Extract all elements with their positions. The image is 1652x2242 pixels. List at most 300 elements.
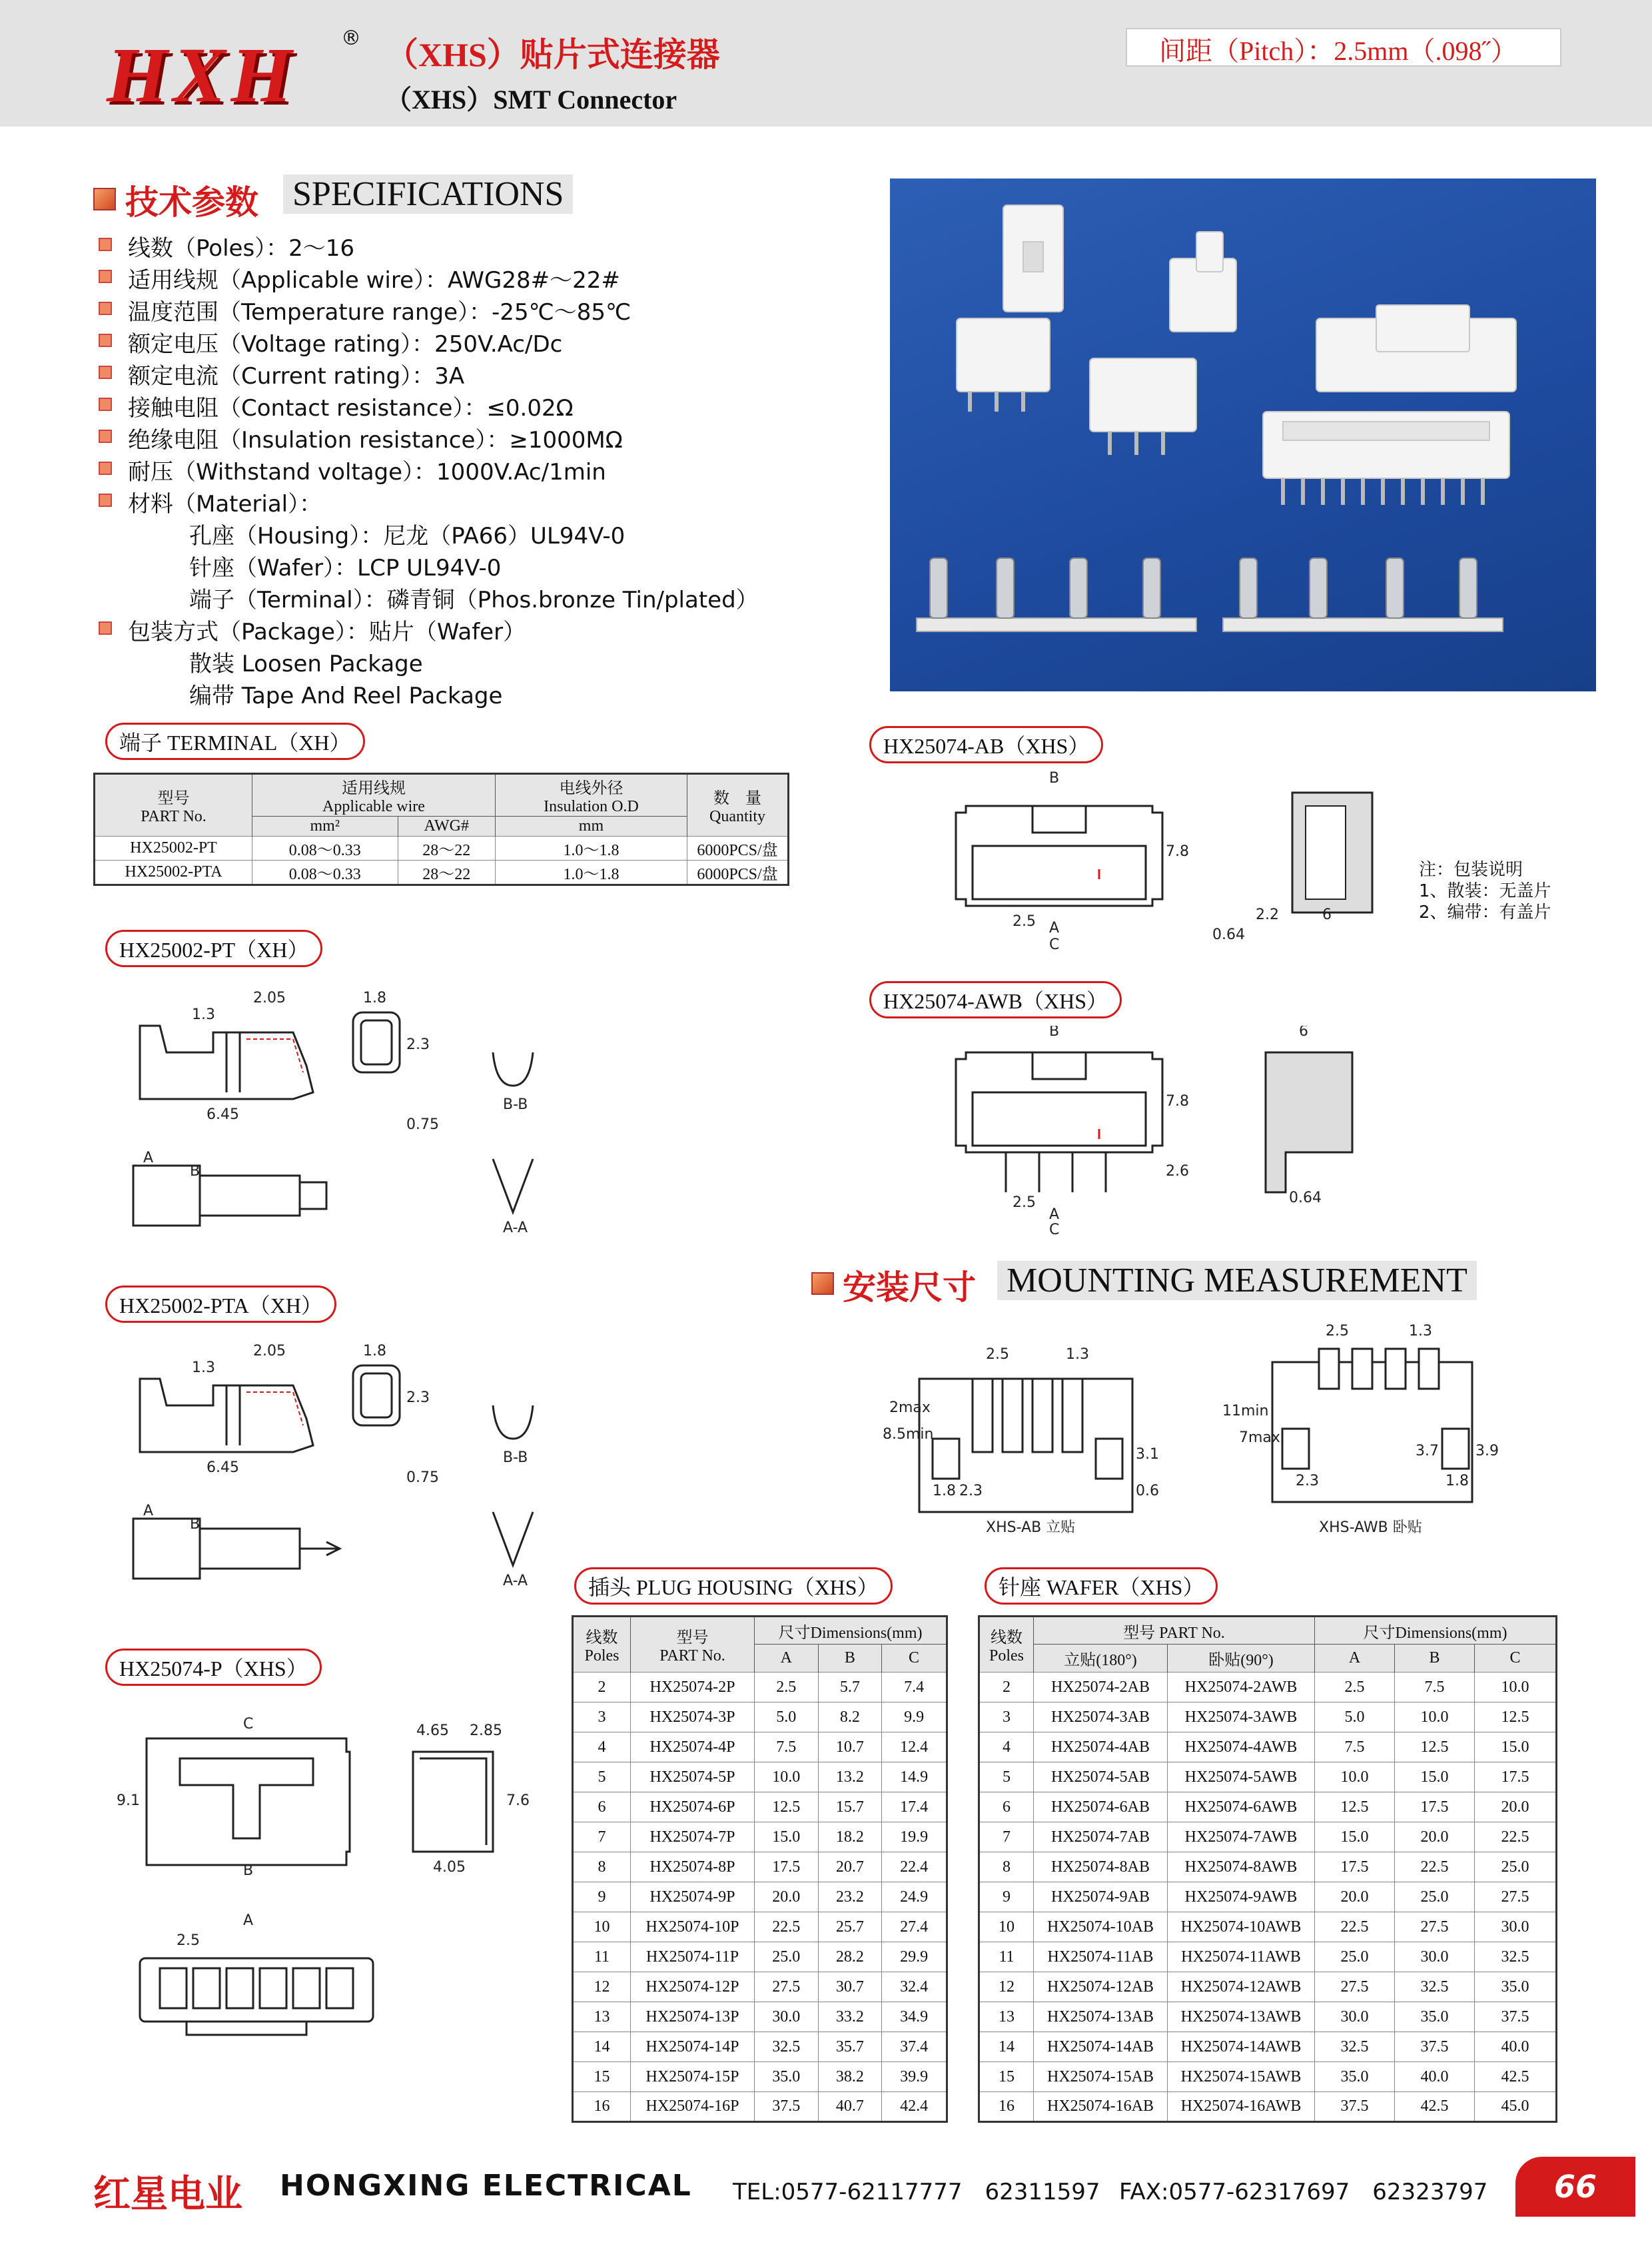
table-cell: 12.5 [755, 1792, 819, 1822]
table-cell: 2.5 [1315, 1673, 1395, 1702]
table-cell: HX25074-7P [631, 1822, 755, 1852]
table-row [979, 1822, 1557, 1852]
table-row [573, 1942, 947, 1972]
package-note-tape: 2、编带：有盖片 [1419, 903, 1551, 923]
pt-dim-205: 2.05 [253, 990, 286, 1006]
spec-bullet-icon [99, 621, 112, 635]
table-cell: 9 [573, 1882, 631, 1912]
spec-bullet-icon [99, 366, 112, 379]
ab-dim-78: 7.8 [1166, 843, 1189, 860]
pta-label-bb: B-B [503, 1449, 528, 1466]
pta-dim-18: 1.8 [363, 1343, 386, 1359]
table-row [979, 1972, 1557, 2002]
table-cell: 3 [573, 1702, 631, 1732]
ph-th-c: C [909, 1649, 920, 1667]
table-row [573, 1882, 947, 1912]
pta-dim-23: 2.3 [406, 1389, 430, 1406]
table-cell: 16 [979, 2092, 1034, 2122]
table-cell: 35.0 [1501, 1978, 1529, 1996]
ab-dim-25: 2.5 [1013, 913, 1036, 930]
table-cell: 35.0 [1315, 2062, 1395, 2092]
spec-item: 耐压（Withstand voltage）：1000V.Ac/1min [128, 459, 606, 486]
table-cell: HX25074-5P [631, 1762, 755, 1792]
table-cell: 13.2 [818, 1762, 882, 1792]
table-cell: 5.0 [1315, 1702, 1395, 1732]
table-row [573, 1792, 947, 1822]
spec-bullet-icon [99, 270, 112, 283]
table-cell: HX25074-12P [631, 1972, 755, 2002]
spec-bullet-icon [99, 494, 112, 507]
table-cell: HX25002-PT [95, 837, 252, 861]
table-row [573, 1673, 947, 1702]
ph-th-dims: 尺寸Dimensions(mm) [755, 1617, 947, 1645]
table-cell: 30.0 [1315, 2002, 1395, 2032]
p-dim-465: 4.65 [416, 1722, 449, 1739]
table-cell: 45.0 [1501, 2097, 1529, 2115]
spec-item: 绝缘电阻（Insulation resistance）：≥1000MΩ [128, 427, 623, 454]
awb-dim-a: A [1049, 1206, 1060, 1223]
pt-label-a: A [143, 1150, 154, 1166]
table-cell: 7 [573, 1822, 631, 1852]
table-cell: 6000PCS/盘 [697, 842, 778, 859]
footer-fax: FAX:0577-62317697 62323797 [1119, 2179, 1488, 2205]
wf-th-vertical: 立贴(180°) [1034, 1645, 1168, 1673]
spec-item: 温度范围（Temperature range）：-25℃～85℃ [128, 299, 631, 326]
table-cell: HX25074-8AWB [1168, 1852, 1315, 1882]
table-row [573, 1912, 947, 1942]
table-row [573, 2002, 947, 2032]
p-drawing-title: HX25074-P（XHS） [105, 1649, 322, 1686]
package-item: 编带 Tape And Reel Package [189, 683, 503, 709]
table-cell: 33.2 [818, 2002, 882, 2032]
awb-dim-26: 2.6 [1166, 1163, 1189, 1180]
table-cell: HX25074-2AWB [1168, 1673, 1315, 1702]
mab-dim-31: 3.1 [1136, 1446, 1159, 1463]
ph-th-a: A [755, 1645, 819, 1673]
product-photo [890, 179, 1596, 691]
table-cell: HX25074-14AWB [1168, 2032, 1315, 2062]
table-cell: 1.0～1.8 [495, 861, 687, 885]
pitch-label: 间距（Pitch）：2.5mm（.098˝） [1159, 36, 1517, 66]
table-cell: HX25074-14AB [1034, 2032, 1168, 2062]
pta-label-aa: A-A [503, 1573, 528, 1589]
table-cell: HX25074-11P [631, 1942, 755, 1972]
table-cell: 35.0 [1395, 2002, 1475, 2032]
table-cell: 15.0 [755, 1822, 819, 1852]
plug-housing-table [572, 1615, 948, 2123]
table-cell: 17.4 [900, 1798, 929, 1816]
table-cell: 9 [979, 1882, 1034, 1912]
table-cell: 32.5 [755, 2032, 819, 2062]
pta-dim-13: 1.3 [192, 1359, 215, 1376]
table-row [573, 2062, 947, 2092]
table-cell: 13 [979, 2002, 1034, 2032]
package-note [1419, 859, 1551, 923]
th-awg: AWG# [398, 817, 495, 837]
mounting-title-cn: 安装尺寸 [843, 1268, 976, 1307]
specs-title-cn: 技术参数 [125, 183, 258, 222]
table-cell: 20.7 [818, 1852, 882, 1882]
wafer-table [978, 1615, 1557, 2123]
p-dim-91: 9.1 [117, 1792, 140, 1809]
table-cell: 11 [573, 1942, 631, 1972]
table-cell: 40.0 [1395, 2062, 1475, 2092]
table-cell: HX25074-3P [631, 1702, 755, 1732]
table-cell: 25.0 [1395, 1882, 1475, 1912]
ab-dim-c: C [1049, 936, 1060, 953]
table-cell: HX25074-13AWB [1168, 2002, 1315, 2032]
pt-label-b: B [190, 1163, 201, 1180]
table-row [573, 1972, 947, 2002]
package-note-loose: 1、散装：无盖片 [1419, 881, 1551, 901]
mounting-bullet-icon [811, 1272, 834, 1295]
table-cell: HX25074-8AB [1034, 1852, 1168, 1882]
table-cell: 27.5 [1501, 1888, 1529, 1906]
table-cell: HX25074-3AWB [1168, 1702, 1315, 1732]
table-cell: 8.2 [818, 1702, 882, 1732]
table-cell: 15.0 [1501, 1738, 1529, 1756]
table-cell: HX25074-14P [631, 2032, 755, 2062]
table-cell: 19.9 [900, 1828, 929, 1846]
awb-dim-78: 7.8 [1166, 1093, 1189, 1110]
pta-dim-645: 6.45 [206, 1459, 239, 1476]
table-cell: HX25074-5AWB [1168, 1762, 1315, 1792]
package-label: 包装方式（Package）：贴片（Wafer） [128, 619, 526, 645]
table-cell: 30.7 [818, 1972, 882, 2002]
table-cell: 30.0 [755, 2002, 819, 2032]
ab-dim-064: 0.64 [1212, 927, 1245, 943]
mab-dim-23: 2.3 [959, 1483, 983, 1499]
mounting-awb-label: XHS-AWB 卧贴 [1319, 1519, 1422, 1536]
table-cell: HX25074-10AWB [1168, 1912, 1315, 1942]
spec-bullet-icon [99, 398, 112, 411]
th-wire: 适用线规 Applicable wire [252, 774, 496, 817]
spec-item: 额定电流（Current rating）：3A [128, 363, 465, 390]
table-cell: 28.2 [818, 1942, 882, 1972]
pta-drawing-title: HX25002-PTA（XH） [105, 1286, 336, 1323]
p-dim-b: B [243, 1862, 254, 1879]
table-row [573, 1822, 947, 1852]
table-row [979, 1792, 1557, 1822]
mounting-ab-label: XHS-AB 立贴 [986, 1519, 1076, 1536]
mawb-dim-23: 2.3 [1296, 1473, 1319, 1489]
ab-dim-22: 2.2 [1256, 907, 1279, 923]
spec-item: 材料（Material）： [128, 491, 322, 518]
p-dim-c: C [243, 1716, 254, 1732]
mawb-dim-39: 3.9 [1475, 1443, 1499, 1459]
table-cell: 10.0 [755, 1762, 819, 1792]
ab-dim-a: A [1049, 920, 1060, 936]
table-cell: 12 [979, 1972, 1034, 2002]
table-cell: 17.5 [1315, 1852, 1395, 1882]
table-row [573, 2092, 947, 2122]
table-cell: 25.0 [1315, 1942, 1395, 1972]
table-cell: HX25002-PTA [95, 861, 252, 885]
page-title-cn: （XHS）贴片式连接器 [385, 36, 720, 73]
table-cell: 13 [573, 2002, 631, 2032]
table-cell: 37.4 [900, 2038, 929, 2055]
spec-bullet-icon [99, 430, 112, 443]
specs-title-en: SPECIFICATIONS [283, 175, 573, 214]
table-cell: 20.0 [1315, 1882, 1395, 1912]
table-row [573, 1732, 947, 1762]
wf-th-c: C [1509, 1649, 1521, 1667]
table-cell: 22.4 [900, 1858, 929, 1876]
table-cell: 6000PCS/盘 [697, 866, 778, 883]
material-item: 端子（Terminal）：磷青铜（Phos.bronze Tin/plated） [189, 587, 759, 613]
plug-table-title: 插头 PLUG HOUSING（XHS） [574, 1567, 893, 1605]
table-cell: HX25074-2AB [1034, 1673, 1168, 1702]
table-cell: 15.0 [1315, 1822, 1395, 1852]
table-cell: 8 [979, 1852, 1034, 1882]
awb-dim-25: 2.5 [1013, 1194, 1036, 1211]
package-item: 散装 Loosen Package [189, 651, 423, 677]
table-cell: 10.0 [1395, 1702, 1475, 1732]
awb-dim-b: B [1049, 1026, 1060, 1040]
table-cell: 20.0 [1395, 1822, 1475, 1852]
footer-company-en: HONGXING ELECTRICAL [280, 2169, 692, 2203]
mab-dim-25: 2.5 [986, 1346, 1009, 1363]
table-row [573, 2032, 947, 2062]
table-cell: 2.5 [755, 1673, 819, 1702]
pt-drawing-title: HX25002-PT（XH） [105, 930, 322, 967]
p-dim-a: A [243, 1912, 254, 1929]
table-row [573, 1762, 947, 1792]
table-row [979, 1942, 1557, 1972]
pt-dim-23: 2.3 [406, 1036, 430, 1053]
table-cell: 22.5 [755, 1912, 819, 1942]
table-cell: 12.5 [1501, 1708, 1529, 1726]
pt-dim-13: 1.3 [192, 1006, 215, 1023]
table-cell: 17.5 [755, 1852, 819, 1882]
table-cell: 12 [573, 1972, 631, 2002]
ph-th-poles: 线数 Poles [573, 1617, 631, 1673]
mawb-dim-18: 1.8 [1446, 1473, 1469, 1489]
spec-item: 接触电阻（Contact resistance）：≤0.02Ω [128, 395, 574, 422]
pta-label-b: B [190, 1516, 201, 1533]
table-cell: 32.4 [900, 1978, 929, 1996]
table-cell: HX25074-5AB [1034, 1762, 1168, 1792]
th-qty: 数 量 Quantity [709, 790, 765, 825]
table-cell: 29.9 [900, 1948, 929, 1966]
p-dim-76: 7.6 [506, 1792, 530, 1809]
table-row [95, 861, 789, 885]
table-row [979, 1912, 1557, 1942]
table-cell: 20.0 [1501, 1798, 1529, 1816]
mab-dim-85min: 8.5min [883, 1426, 934, 1443]
table-cell: HX25074-9AWB [1168, 1882, 1315, 1912]
table-row [979, 1762, 1557, 1792]
table-cell: 7.5 [1315, 1732, 1395, 1762]
table-row [979, 1882, 1557, 1912]
th-od: 电线外径 Insulation O.D [495, 774, 687, 817]
wafer-table-title: 针座 WAFER（XHS） [985, 1567, 1218, 1605]
wf-th-horizontal: 卧贴(90°) [1168, 1645, 1315, 1673]
table-cell: 12.4 [900, 1738, 929, 1756]
table-cell: 22.5 [1315, 1912, 1395, 1942]
mounting-awb-drawing [1219, 1322, 1499, 1542]
pt-dim-645: 6.45 [206, 1106, 239, 1123]
th-part: 型号 PART No. [95, 774, 252, 837]
spec-bullet-icon [99, 462, 112, 475]
table-cell: 25.7 [818, 1912, 882, 1942]
table-cell: 42.4 [900, 2097, 929, 2115]
table-cell: HX25074-9AB [1034, 1882, 1168, 1912]
table-cell: HX25074-9P [631, 1882, 755, 1912]
table-cell: HX25074-12AWB [1168, 1972, 1315, 2002]
table-cell: 5.7 [818, 1673, 882, 1702]
table-cell: 7.4 [904, 1678, 925, 1696]
material-item: 针座（Wafer）：LCP UL94V-0 [189, 555, 502, 581]
table-cell: 14 [979, 2032, 1034, 2062]
table-cell: HX25074-15AB [1034, 2062, 1168, 2092]
mounting-title-en: MOUNTING MEASUREMENT [997, 1261, 1477, 1300]
th-mm: mm [495, 817, 687, 837]
table-cell: 16 [573, 2092, 631, 2122]
wf-th-dims: 尺寸Dimensions(mm) [1315, 1617, 1557, 1645]
table-cell: HX25074-11AB [1034, 1942, 1168, 1972]
table-cell: HX25074-16AWB [1168, 2092, 1315, 2122]
table-row [979, 2062, 1557, 2092]
table-cell: 30.0 [1395, 1942, 1475, 1972]
table-cell: 5 [979, 1762, 1034, 1792]
p-dim-405: 4.05 [433, 1859, 466, 1876]
table-cell: 11 [979, 1942, 1034, 1972]
pt-dim-18: 1.8 [363, 990, 386, 1006]
table-cell: HX25074-6AB [1034, 1792, 1168, 1822]
table-cell: HX25074-15AWB [1168, 2062, 1315, 2092]
table-cell: 37.5 [1315, 2092, 1395, 2122]
p-dim-25: 2.5 [177, 1932, 200, 1949]
table-cell: 28～22 [398, 837, 495, 861]
table-cell: 37.5 [755, 2092, 819, 2122]
plug-housing-drawing [107, 1712, 573, 2038]
table-cell: 7 [979, 1822, 1034, 1852]
table-row [979, 2032, 1557, 2062]
table-cell: 22.5 [1501, 1828, 1529, 1846]
table-cell: 17.5 [1501, 1768, 1529, 1786]
terminal-table [93, 773, 789, 886]
table-cell: 2 [979, 1673, 1034, 1702]
connector-photo-illustration [890, 179, 1596, 691]
table-cell: 34.9 [900, 2008, 929, 2026]
mab-dim-13: 1.3 [1066, 1346, 1089, 1363]
table-cell: 7.5 [1395, 1673, 1475, 1702]
table-cell: 15 [979, 2062, 1034, 2092]
table-cell: 40.7 [818, 2092, 882, 2122]
table-cell: HX25074-4P [631, 1732, 755, 1762]
table-cell: 20.0 [755, 1882, 819, 1912]
awb-dim-6: 6 [1299, 1026, 1308, 1040]
table-cell: 2 [573, 1673, 631, 1702]
terminal-table-title: 端子 TERMINAL（XH） [105, 723, 365, 760]
page-title-en: （XHS）SMT Connector [385, 85, 677, 115]
ab-dim-6: 6 [1322, 907, 1332, 923]
spec-bullet-icon [99, 334, 112, 347]
table-cell: 30.0 [1501, 1918, 1529, 1936]
table-cell: HX25074-11AWB [1168, 1942, 1315, 1972]
table-cell: HX25074-12AB [1034, 1972, 1168, 2002]
table-cell: 10.0 [1501, 1678, 1529, 1696]
pt-label-bb: B-B [503, 1096, 528, 1113]
table-cell: 35.0 [755, 2062, 819, 2092]
wf-th-poles: 线数 Poles [979, 1617, 1034, 1673]
table-cell: HX25074-7AB [1034, 1822, 1168, 1852]
spec-item: 线数（Poles）：2～16 [128, 235, 355, 262]
table-cell: HX25074-6P [631, 1792, 755, 1822]
company-logo: HXH [107, 31, 298, 119]
table-cell: 0.08～0.33 [252, 861, 398, 885]
mawb-dim-7max: 7max [1239, 1429, 1280, 1446]
table-cell: HX25074-16P [631, 2092, 755, 2122]
table-cell: 6 [573, 1792, 631, 1822]
awb-wafer-drawing [953, 1026, 1406, 1246]
page-number: 66 [1515, 2157, 1635, 2217]
pta-dim-075: 0.75 [406, 1469, 439, 1486]
table-row [573, 1702, 947, 1732]
table-cell: 27.5 [1395, 1912, 1475, 1942]
spec-bullet-icon [99, 238, 112, 251]
table-cell: 6 [979, 1792, 1034, 1822]
table-cell: 8 [573, 1852, 631, 1882]
table-cell: 27.5 [1315, 1972, 1395, 2002]
pt-terminal-drawing [120, 986, 560, 1266]
ph-th-part: 型号 PART No. [631, 1617, 755, 1673]
table-cell: 0.08～0.33 [252, 837, 398, 861]
table-cell: 22.5 [1395, 1852, 1475, 1882]
table-cell: 12.5 [1395, 1732, 1475, 1762]
wf-th-a: A [1315, 1645, 1395, 1673]
table-cell: 40.0 [1501, 2038, 1529, 2055]
spec-item: 适用线规（Applicable wire）：AWG28#～22# [128, 267, 620, 294]
registered-mark: ® [341, 27, 361, 50]
table-cell: 27.4 [900, 1918, 929, 1936]
th-mm2: mm² [252, 817, 398, 837]
mawb-dim-25: 2.5 [1326, 1323, 1349, 1339]
table-cell: HX25074-3AB [1034, 1702, 1168, 1732]
wf-th-b: B [1395, 1645, 1475, 1673]
table-cell: HX25074-6AWB [1168, 1792, 1315, 1822]
table-cell: HX25074-15P [631, 2062, 755, 2092]
table-cell: 1.0～1.8 [495, 837, 687, 861]
table-cell: 10.7 [818, 1732, 882, 1762]
mawb-dim-13: 1.3 [1409, 1323, 1432, 1339]
mawb-dim-11min: 11min [1222, 1403, 1269, 1419]
table-cell: HX25074-13AB [1034, 2002, 1168, 2032]
table-cell: HX25074-16AB [1034, 2092, 1168, 2122]
ab-drawing-title: HX25074-AB（XHS） [869, 726, 1103, 763]
table-cell: 9.9 [904, 1708, 925, 1726]
table-cell: 15 [573, 2062, 631, 2092]
table-cell: HX25074-4AWB [1168, 1732, 1315, 1762]
table-cell: HX25074-10P [631, 1912, 755, 1942]
ab-dim-b: B [1049, 770, 1060, 787]
table-cell: 14 [573, 2032, 631, 2062]
mab-dim-2max: 2max [889, 1399, 931, 1416]
table-cell: 4 [573, 1732, 631, 1762]
table-cell: 27.5 [755, 1972, 819, 2002]
table-cell: 25.0 [755, 1942, 819, 1972]
pta-label-a: A [143, 1503, 154, 1519]
table-cell: HX25074-13P [631, 2002, 755, 2032]
awb-dim-064: 0.64 [1289, 1190, 1322, 1206]
wf-th-part: 型号 PART No. [1034, 1617, 1315, 1645]
pta-dim-205: 2.05 [253, 1343, 286, 1359]
table-row [979, 2092, 1557, 2122]
table-cell: 10 [573, 1912, 631, 1942]
table-cell: 37.5 [1395, 2032, 1475, 2062]
table-cell: 42.5 [1395, 2092, 1475, 2122]
